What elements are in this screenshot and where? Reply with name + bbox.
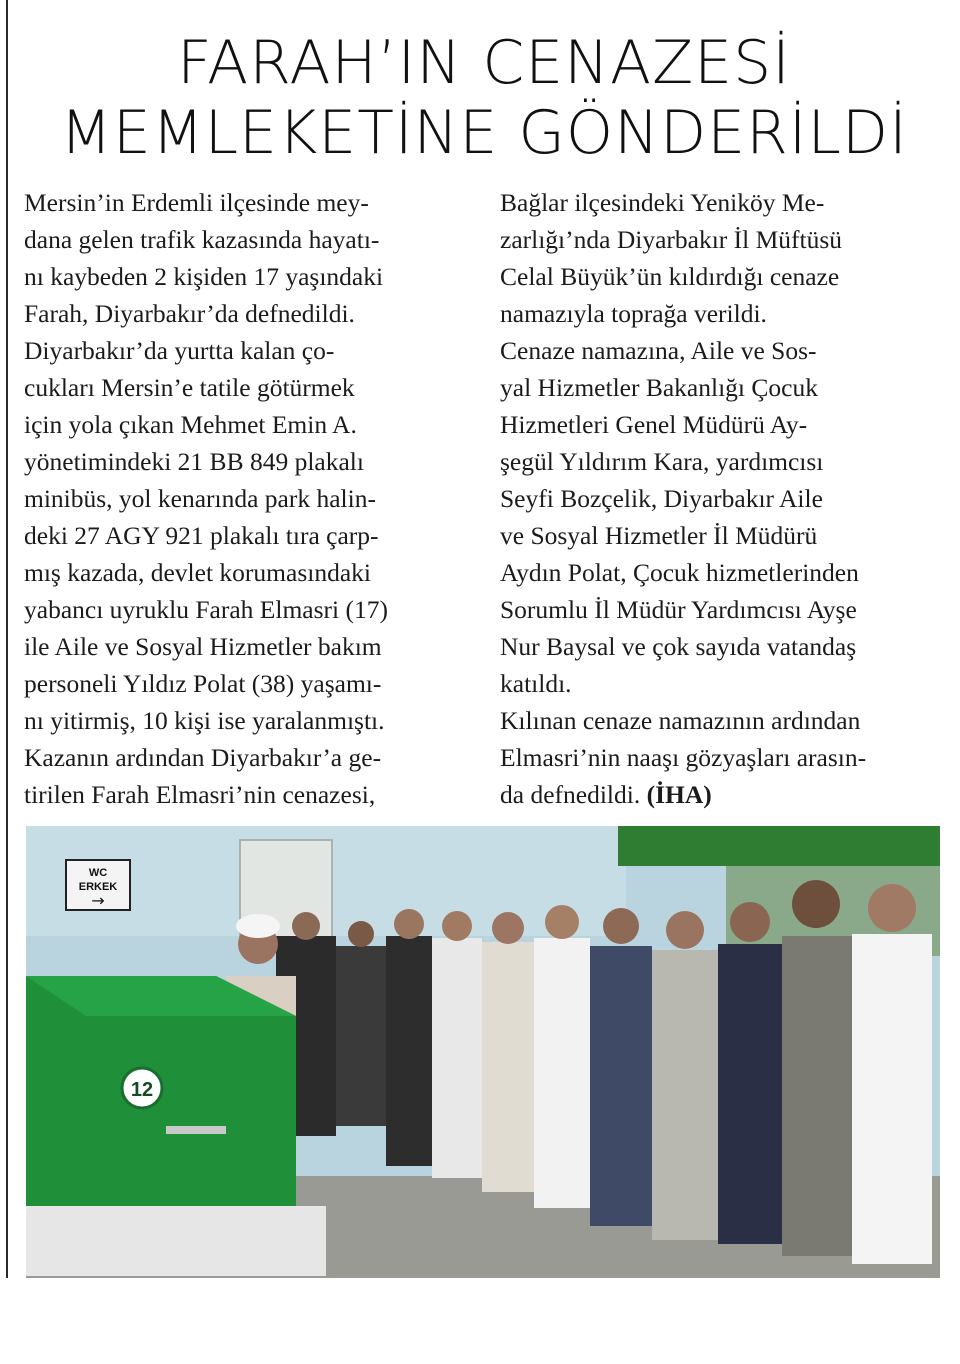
text-line: Kazanın ardından Diyarbakır’a ge- — [24, 743, 382, 772]
text-line: mış kazada, devlet korumasındaki — [24, 558, 371, 587]
text-line: şegül Yıldırım Kara, yardımcısı — [500, 447, 824, 476]
headline-line-2: MEMLEKETİNE GÖNDERİLDİ — [60, 98, 908, 168]
wc-sign-line-2: ERKEK — [78, 881, 118, 893]
text-line: Seyfi Bozçelik, Diyarbakır Aile — [500, 484, 823, 513]
text-line: Nur Baysal ve çok sayıda vatandaş — [500, 632, 857, 661]
text-line: zarlığı’nda Diyarbakır İl Müftüsü — [500, 225, 843, 254]
text-line: için yola çıkan Mehmet Emin A. — [24, 410, 357, 439]
wc-sign-line-1: WC — [88, 867, 108, 879]
text-line: ve Sosyal Hizmetler İl Müdürü — [500, 521, 818, 550]
funeral-photo — [26, 826, 940, 1278]
text-line: Celal Büyük’ün kıldırdığı cenaze — [500, 262, 840, 291]
text-line: Bağlar ilçesindeki Yeniköy Me- — [500, 188, 825, 217]
wc-sign-arrow: → — [91, 891, 105, 910]
text-line: Diyarbakır’da yurtta kalan ço- — [24, 336, 335, 365]
text-line: personeli Yıldız Polat (38) yaşamı- — [24, 669, 382, 698]
text-line: Cenaze namazına, Aile ve Sos- — [500, 336, 817, 365]
text-line: Mersin’in Erdemli ilçesinde mey- — [24, 188, 369, 217]
text-line: yal Hizmetler Bakanlığı Çocuk — [500, 373, 818, 402]
coffin — [26, 976, 326, 1276]
text-line-fragment: da defnedildi. — [500, 780, 641, 809]
headline — [20, 28, 948, 168]
text-line: nı kaybeden 2 kişiden 17 yaşındaki — [24, 262, 384, 291]
text-line: Elmasri’nin naaşı gözyaşları arasın- — [500, 743, 867, 772]
photo-canopy — [618, 826, 940, 866]
column-rule — [6, 0, 8, 1278]
headline-line-1: FARAH’IN CENAZESİ — [177, 28, 791, 98]
text-line: Kılınan cenaze namazının ardından — [500, 706, 861, 735]
text-line: nı yitirmiş, 10 kişi ise yaralanmıştı. — [24, 706, 385, 735]
text-line: Sorumlu İl Müdür Yardımcısı Ayşe — [500, 595, 857, 624]
text-line: yönetimindeki 21 BB 849 plakalı — [24, 447, 364, 476]
text-line: Hizmetleri Genel Müdürü Ay- — [500, 410, 808, 439]
text-line: namazıyla toprağa verildi. — [500, 299, 767, 328]
coffin-number: 12 — [130, 1079, 154, 1101]
text-line: Farah, Diyarbakır’da defnedildi. — [24, 299, 355, 328]
text-line: dana gelen trafik kazasında hayatı- — [24, 225, 380, 254]
text-line: Aydın Polat, Çocuk hizmetlerinden — [500, 558, 859, 587]
text-line: yabancı uyruklu Farah Elmasri (17) — [24, 595, 388, 624]
text-line: minibüs, yol kenarında park halin- — [24, 484, 376, 513]
text-line: katıldı. — [500, 669, 572, 698]
text-line: cukları Mersin’e tatile götürmek — [24, 373, 355, 402]
text-line: tirilen Farah Elmasri’nin cenazesi, — [24, 780, 376, 809]
wc-sign — [66, 860, 130, 910]
news-agency-credit: (İHA) — [646, 780, 712, 809]
article-column-right — [500, 184, 940, 813]
page-margin-bottom — [0, 1278, 960, 1364]
text-line-last — [500, 776, 940, 813]
text-line: deki 27 AGY 921 plakalı tıra çarp- — [24, 521, 379, 550]
article-column-left — [24, 184, 464, 813]
text-line: ile Aile ve Sosyal Hizmetler bakım — [24, 632, 382, 661]
